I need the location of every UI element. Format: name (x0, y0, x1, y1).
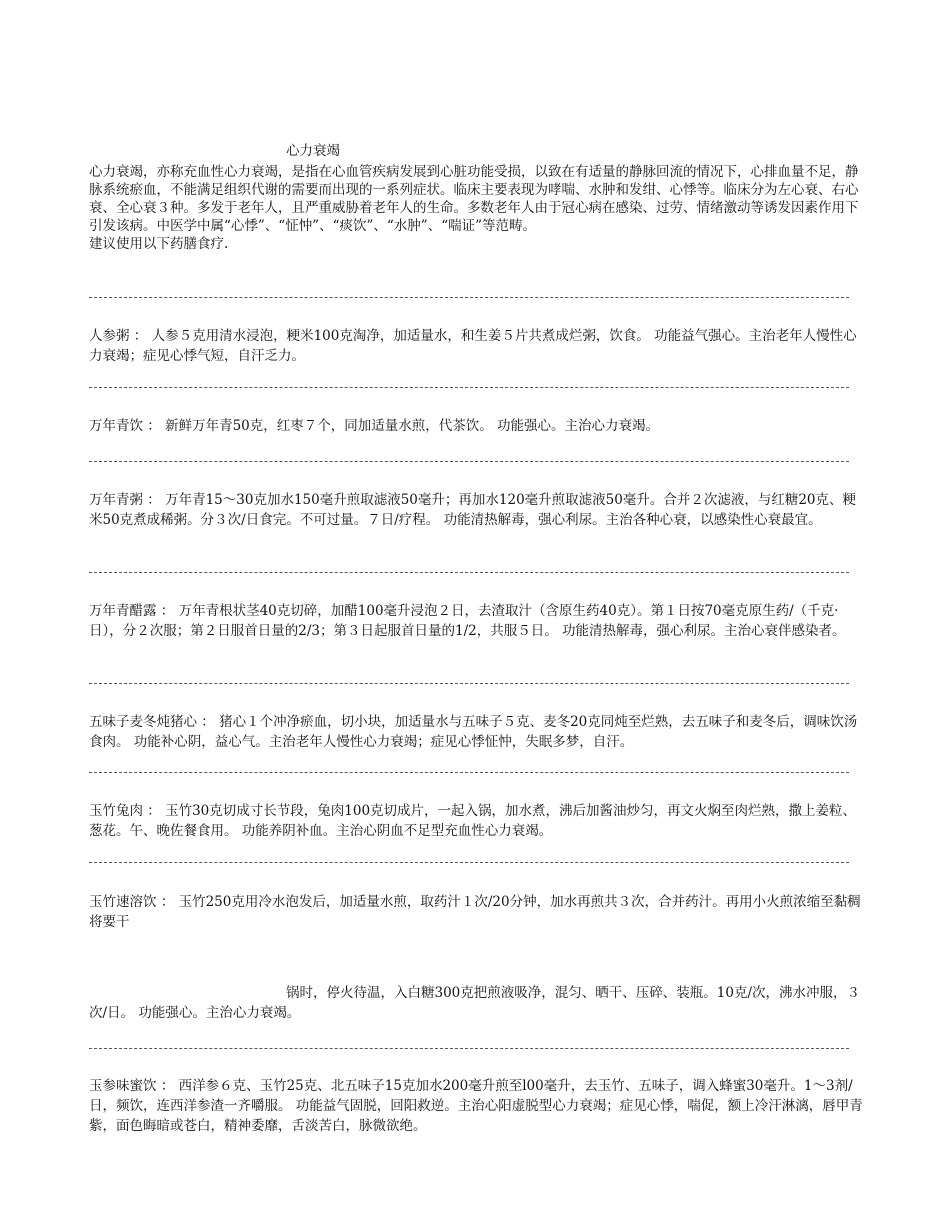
recipe-entry-yushen-weimiyin (89, 1076, 865, 1136)
separator-line (89, 683, 849, 692)
recipe-name: 玉竹兔肉 ： (89, 803, 161, 819)
recipe-entry-wannianqing-yin (89, 416, 865, 436)
recipe-entry-yuzhu-turou (89, 801, 865, 841)
recipe-entry-wannianqing-culu (89, 601, 865, 641)
recipe-name: 玉参味蜜饮 ： (89, 1078, 175, 1094)
recipe-name: 人参粥 ： (89, 328, 148, 344)
recipe-text: 西洋参６克、玉竹25克、北五味子15克加水200毫升煎至l00毫升，去玉竹、五味子，调入蜂蜜30毫升。1～3剂/日，频饮，连西洋参渣一齐嚼服。 功能益气固脱，回阳救逆。主治心阳虚脱型心力衰竭；症见心悸，喘促，额上冷汗淋漓，唇甲青紫，面色晦暗或苍白，精神委靡，舌淡苦白，脉微欲绝。 (89, 1078, 863, 1134)
recipe-name: 万年青饮 ： (89, 418, 161, 434)
recipe-text: 新鲜万年青50克，红枣７个，同加适量水煎，代茶饮。 功能强心。主治心力衰竭。 (160, 418, 660, 434)
recipe-entry-yuzhu-surongyin (89, 892, 865, 932)
recipe-name: 五味子麦冬炖猪心 ： (89, 714, 215, 730)
separator-line (89, 461, 849, 470)
separator-line (89, 1048, 849, 1057)
document-title: 心力衰竭 (286, 143, 340, 159)
advice-line: 建议使用以下药膳食疗. (89, 236, 229, 252)
recipe-text: 万年青根状茎40克切碎，加醋100毫升浸泡２日，去渣取汁（含原生药40克）。第１日按70毫克原生药/（千克·日），分２次服；第２日服首日量的2/3；第３日起服首日量的1/2，共服５日。 功能清热解毒，强心利尿。主治心衰伴感染者。 (89, 603, 846, 639)
recipe-text: 万年青15～30克加水150毫升煎取滤液50毫升；再加水120毫升煎取滤液50毫升。合并２次滤液，与红糖20克、粳米50克煮成稀粥。分３次/日食完。不可过量。７日/疗程。 功能清热解毒，强心利尿。主治各种心衰，以感染性心衰最宜。 (89, 492, 857, 528)
intro-paragraph: 心力衰竭，亦称充血性心力衰竭，是指在心血管疾病发展到心脏功能受损，以致在有适量的静脉回流的情况下，心排血量不足，静脉系统瘀血，不能满足组织代谢的需要而出现的一系列症状。临床主要表现为哮喘、水肿和发绀、心悸等。临床分为左心衰、右心衰、全心衰３种。多发于老年人，且严重威胁着老年人的生命。多数老年人由于冠心病在感染、过劳、情绪激动等诱发因素作用下引发该病。中医学中属“心悸”、“怔忡”、“痰饮”、“水肿”、“喘证”等范畴。 (89, 164, 859, 234)
separator-line (89, 772, 849, 781)
recipe-entry-wannianqing-zhou (89, 490, 865, 530)
recipe-entry-renshen-zhou (89, 326, 865, 366)
recipe-name: 玉竹速溶饮 ： (89, 894, 175, 910)
recipe-entry-wuweizi-zhuxin (89, 712, 865, 752)
recipe-name: 万年青醋露 ： (89, 603, 175, 619)
intro-section (89, 163, 865, 253)
separator-line (89, 862, 849, 871)
recipe-text: 人参５克用清水浸泡，粳米100克淘净，加适量水，和生姜５片共煮成烂粥，饮食。 功能益气强心。主治老年人慢性心力衰竭；症见心悸气短，自汗乏力。 (89, 328, 857, 364)
separator-line (89, 387, 849, 396)
separator-line (89, 297, 849, 306)
separator-line (89, 572, 849, 581)
recipe-name: 万年青粥 ： (89, 492, 161, 508)
recipe-continuation: 锅时，停火待温，入白糖300克把煎液吸净，混匀、晒干、压碎、装瓶。10克/次，沸水冲服，３次/日。 功能强心。主治心力衰竭。 (89, 985, 860, 1021)
recipe-text: 玉竹30克切成寸长节段，兔肉100克切成片，一起入锅，加水煮，沸后加酱油炒匀，再文火焖至肉烂熟，撒上姜粒、葱花。午、晚佐餐食用。 功能养阴补血。主治心阴血不足型充血性心力衰竭。 (89, 803, 857, 839)
recipe-text: 猪心１个冲净瘀血，切小块，加适量水与五味子５克、麦冬20克同炖至烂熟，去五味子和麦冬后，调味饮汤食肉。 功能补心阴，益心气。主治老年人慢性心力衰竭；症见心悸怔忡，失眠多梦，自汗。 (89, 714, 858, 750)
recipe-text: 玉竹250克用冷水泡发后，加适量水煎，取药汁１次/20分钟，加水再煎共３次，合并药汁。再用小火煎浓缩至黏稠将要干 (89, 894, 861, 930)
